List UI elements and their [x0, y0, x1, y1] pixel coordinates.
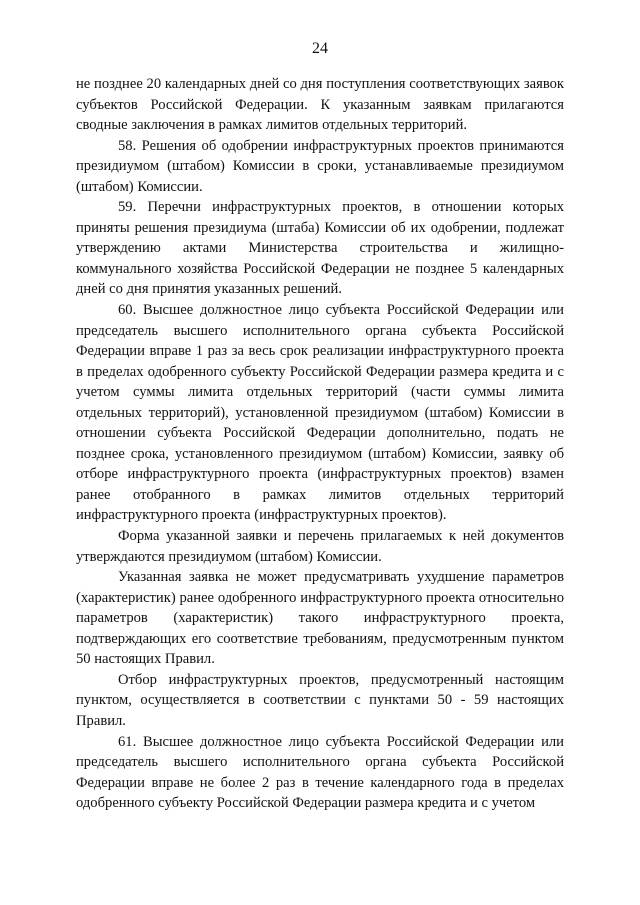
paragraph-continuation: не позднее 20 календарных дней со дня поступления соответствующих заявок субъектов Российской Федерации. К указанным заявкам прилагаются сводные заключения в рамках лимитов отдельных территорий. [76, 76, 564, 134]
paragraph-58: 58. Решения об одобрении инфраструктурных проектов принимаются президиумом (штабом) Комиссии в сроки, устанавливаемые президиумом (штабом) Комиссии. [76, 137, 564, 195]
page-number: 24 [312, 40, 328, 57]
paragraph-60-restriction: Указанная заявка не может предусматривать ухудшение параметров (характеристик) ранее одобренного инфраструктурного проекта относительно параметров (характеристик) такого инфраструктурного проекта, подтверждающих его соответствие требованиям, предусмотренным пунктом 50 настоящих Правил. [76, 569, 564, 668]
paragraph-60: 60. Высшее должностное лицо субъекта Российской Федерации или председатель высшего исполнительного органа субъекта Российской Федерации вправе 1 раз за весь срок реализации инфраструктурного проекта в пределах одобренного субъекту Российской Федерации размера кредита и с учетом суммы лимита отдельных территорий (части суммы лимита отдельных территорий), установленной президиумом (штабом) Комиссии в отношении субъекта Российской Федерации дополнительно, подать не позднее срока, установленного президиумом (штабом) Комиссии, заявку об отборе инфраструктурного проекта (инфраструктурных проектов) взамен ранее отобранного в рамках лимитов отдельных территорий инфраструктурного проекта (инфраструктурных проектов). [76, 302, 564, 524]
document-body [76, 74, 564, 814]
paragraph-59: 59. Перечни инфраструктурных проектов, в отношении которых приняты решения президиума (штаба) Комиссии об их одобрении, подлежат утверждению актами Министерства строительства и жилищно-коммунального хозяйства Российской Федерации не позднее 5 календарных дней со дня принятия указанных решений. [76, 199, 564, 298]
paragraph-60-form: Форма указанной заявки и перечень прилагаемых к ней документов утверждаются президиумом (штабом) Комиссии. [76, 528, 564, 565]
paragraph-60-selection: Отбор инфраструктурных проектов, предусмотренный настоящим пунктом, осуществляется в соответствии с пунктами 50 - 59 настоящих Правил. [76, 671, 564, 729]
paragraph-61: 61. Высшее должностное лицо субъекта Российской Федерации или председатель высшего исполнительного органа субъекта Российской Федерации вправе не более 2 раз в течение календарного года в пределах одобренного субъекту Российской Федерации размера кредита и с учетом [76, 733, 564, 812]
